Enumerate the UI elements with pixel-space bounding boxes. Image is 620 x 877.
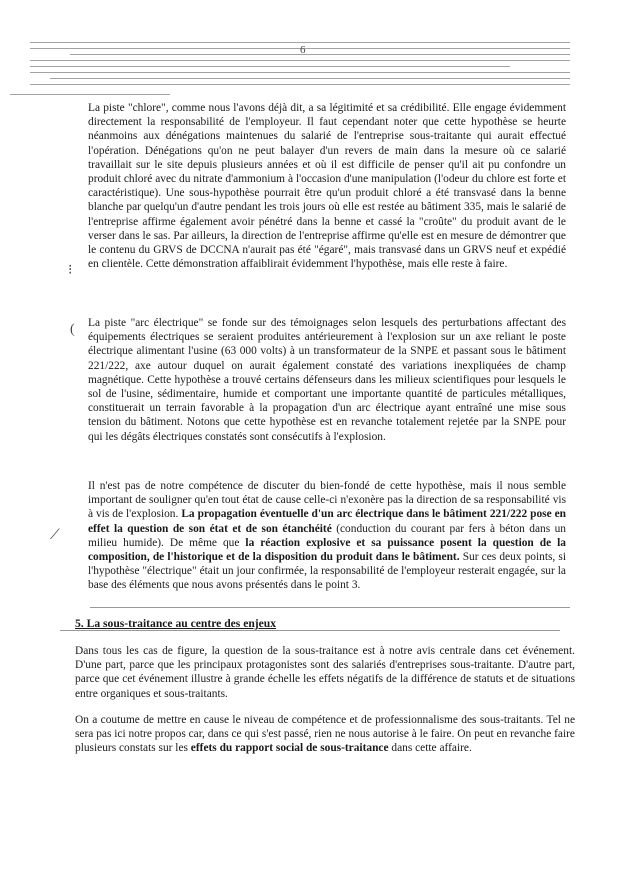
page-number: 6: [300, 44, 306, 56]
paragraph-competence: Il n'est pas de notre compétence de discuter du bien-fondé de cette hypothèse, mais il nous semble important de souligner qu'en tout état de cause celle-ci n'exonère pas la direction de sa responsabilité vis à vis de l'explosion. La propagation éventuelle d'un arc électrique dans le bâtiment 221/222 pose en effet la question de son état et de son étanchéité (conduction du courant par fers à béton dans un milieu humide). De même que la réaction explosive et sa puissance posent la question de la composition, de l'historique et de la disposition du produit dans le bâtiment. Sur ces deux points, si l'hypothèse "électrique" était un jour confirmée, la responsabilité de l'employeur resterait engagée, sur la base des éléments que nous avons présentés dans le point 3.: [88, 480, 567, 592]
paragraph-arc-electrique: La piste "arc électrique" se fonde sur des témoignages selon lesquels des perturbations affectant des équipements électriques se seraient produites antérieurement à l'explosion sur un axe reliant le poste électrique alimentant l'usine (63 000 volts) à un transformateur de la SNPE et passant sous le bâtiment 221/222, axe autour duquel on aurait également constaté des variations inexpliquées de champ magnétique. Cette hypothèse a trouvé certains défenseurs dans les milieux scientifiques pour lesquels le sol de l'usine, sédimentaire, humide et comportant une importante quantité de particules métalliques, constituerait un terrain favorable à la propagation d'un arc électrique ayant entraîné une mise sous tension du bâtiment. Notons que cette hypothèse est en revanche totalement rejetée par la SNPE pour qui les dégâts électriques constatés sont consécutifs à l'explosion.: [88, 317, 566, 443]
scan-line: [90, 607, 570, 608]
paragraph-competence-sous-traitants: On a coutume de mettre en cause le niveau de compétence et de professionnalisme des sous-traitants. Tel ne sera pas ici notre propos car, dans ce qui s'est passé, rien ne nous autorise à le faire. On peut en revanche faire plusieurs constats sur les effets du rapport social de sous-traitance dans cette affaire.: [75, 714, 575, 755]
section-heading: 5. La sous-traitance au centre des enjeux: [75, 617, 277, 630]
margin-annotation: ⁝: [68, 263, 73, 278]
scan-line: [60, 630, 560, 631]
paragraph-chlore: La piste "chlore", comme nous l'avons déjà dit, a sa légitimité et sa crédibilité. Elle engage évidemment directement la responsabilité de l'employeur. Il faut cependant noter que cette hypothèse se heurte néanmoins aux dénégations maintenues du salarié de l'entreprise sous-traitante qui aurait effectué l'opération. Dénégations qu'on ne peut balayer d'un revers de main dans la mesure où ce salarié travaillait sur le site depuis plusieurs années et où il est difficile de penser qu'il ait pu confondre un produit chloré avec du nitrate d'ammonium à l'occasion d'une manipulation (l'odeur du chlore est forte et caractéristique). Une sous-hypothèse pourrait être qu'un produit chloré a été transvasé dans la benne blanche par quelqu'un d'autre pendant les trois jours où elle est restée au bâtiment 335, mais le salarié de l'entreprise affirme également avoir pénétré dans la benne et cassé la "croûte" du produit avant de le verser dans le sas. Par ailleurs, la direction de l'entreprise affirme qu'elle est en mesure de démontrer que le contenu du GRVS de DCCNA n'aurait pas été "égaré", mais transvasé dans un GRVS neuf et expédié en clientèle. Cette démonstration affaiblirait évidemment l'hypothèse, mais elle reste à faire.: [88, 102, 566, 271]
margin-annotation: (: [70, 322, 75, 337]
paragraph-sous-traitance: Dans tous les cas de figure, la question de la sous-traitance est à notre avis centrale dans cet événement. D'une part, parce que les principaux protagonistes sont des salariés d'entreprises sous-traitante. D'autre part, parce que cet événement illustre à grande échelle les effets négatifs de la différence de statuts et de situations entre organiques et sous-traitants.: [75, 645, 575, 700]
margin-annotation: ⟋: [50, 528, 60, 543]
